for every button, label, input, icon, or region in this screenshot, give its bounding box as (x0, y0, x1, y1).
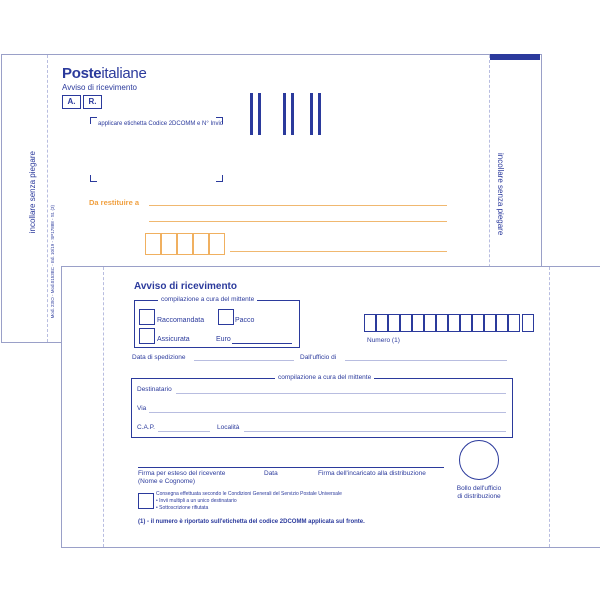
pacco-checkbox[interactable] (218, 309, 234, 325)
localita-label: Località (217, 424, 240, 431)
cap-box[interactable] (177, 233, 193, 255)
dall-ufficio-label: Dall'ufficio di (300, 354, 337, 361)
number-cell[interactable] (364, 314, 376, 332)
cap-box[interactable] (193, 233, 209, 255)
signature-line[interactable] (138, 467, 444, 468)
number-cell[interactable] (508, 314, 520, 332)
sender-section-title: compilazione a cura del mittente (158, 296, 257, 303)
side-text-left: incollare senza piegare (28, 151, 37, 234)
firma-incaricato-label: Firma dell'incaricato alla distribuzione (318, 470, 426, 477)
barcode-bar (318, 93, 321, 135)
destinatario-section (131, 378, 513, 438)
number-cell[interactable] (448, 314, 460, 332)
poste-logo (62, 65, 147, 83)
number-cell[interactable] (400, 314, 412, 332)
front-fold-right (549, 267, 550, 547)
barcode-bar (310, 93, 313, 135)
cap-field[interactable] (158, 431, 210, 432)
number-cell[interactable] (388, 314, 400, 332)
via-field[interactable] (149, 412, 506, 413)
model-code: Mod. 23IO - Mod.0153BC - Ed. 10/19 - SP17888 - St. (3) (50, 205, 55, 319)
front-title: Avviso di ricevimento (134, 281, 237, 292)
return-line-3 (230, 251, 447, 252)
dest-section-title: compilazione a cura del mittente (275, 374, 374, 381)
cap-box[interactable] (161, 233, 177, 255)
euro-field[interactable] (232, 343, 292, 344)
data-label: Data (264, 470, 278, 477)
assicurata-label: Assicurata (157, 336, 190, 343)
number-cell[interactable] (376, 314, 388, 332)
barcode-bar (291, 93, 294, 135)
data-spedizione-field[interactable] (194, 360, 294, 361)
number-cell[interactable] (496, 314, 508, 332)
number-cell[interactable] (412, 314, 424, 332)
barcode-bar (250, 93, 253, 135)
return-line-1 (149, 205, 447, 206)
logo-bold: Poste (62, 65, 102, 82)
number-cell[interactable] (472, 314, 484, 332)
firma-ricevente-label: Firma per esteso del ricevente (138, 470, 226, 477)
label-corner-bl (90, 175, 97, 182)
pacco-label: Pacco (235, 317, 255, 324)
barcode-bar (258, 93, 261, 135)
label-instruction: applicare etichetta Codice 2DCOMM e N° Invio (98, 121, 224, 127)
dall-ufficio-field[interactable] (345, 360, 507, 361)
euro-label: Euro (216, 336, 231, 343)
number-cell[interactable] (484, 314, 496, 332)
badge-a: A. (62, 95, 81, 109)
return-label: Da restituire a (89, 198, 140, 207)
bullet-2: • Sottoscrizione rifiutata (156, 505, 209, 511)
cap-label: C.A.P. (137, 424, 155, 431)
label-corner-br (216, 175, 223, 182)
cap-box[interactable] (209, 233, 225, 255)
firma-ricevente-sub: (Nome e Cognome) (138, 478, 196, 485)
front-card (61, 266, 600, 548)
badge-r: R. (83, 95, 102, 109)
raccomandata-checkbox[interactable] (139, 309, 155, 325)
back-subtitle: Avviso di ricevimento (62, 83, 137, 92)
front-fold-left (103, 267, 104, 547)
destinatario-field[interactable] (176, 393, 506, 394)
bollo-circle (459, 440, 499, 480)
top-strip (490, 54, 540, 60)
consegna-checkbox[interactable] (138, 493, 154, 509)
number-cell[interactable] (436, 314, 448, 332)
label-corner-tl (90, 117, 97, 124)
cap-box[interactable] (145, 233, 161, 255)
destinatario-label: Destinatario (137, 386, 172, 393)
number-cell[interactable] (424, 314, 436, 332)
footnote: (1) - il numero è riportato sull'etichetta del codice 2DCOMM applicata sul fronte. (138, 519, 365, 525)
bullet-1: • Invii multipli a un unico destinatario (156, 498, 237, 504)
barcode-bar (283, 93, 286, 135)
number-cell[interactable] (460, 314, 472, 332)
consegna-text: Consegna effettuata secondo le Condizioni Generali del Servizio Postale Universale (156, 491, 342, 497)
bollo-label-2: di distribuzione (457, 493, 501, 500)
localita-field[interactable] (244, 431, 506, 432)
bollo-label-1: Bollo dell'ufficio (456, 485, 502, 492)
number-cell[interactable] (522, 314, 534, 332)
raccomandata-label: Raccomandata (157, 317, 205, 324)
side-text-right: incollare senza piegare (496, 153, 505, 236)
fold-line-left (47, 55, 48, 342)
logo-thin: italiane (101, 65, 147, 82)
assicurata-checkbox[interactable] (139, 328, 155, 344)
data-spedizione-label: Data di spedizione (132, 354, 186, 361)
numero-label: Numero (1) (367, 337, 400, 344)
return-line-2 (149, 221, 447, 222)
via-label: Via (137, 405, 147, 412)
